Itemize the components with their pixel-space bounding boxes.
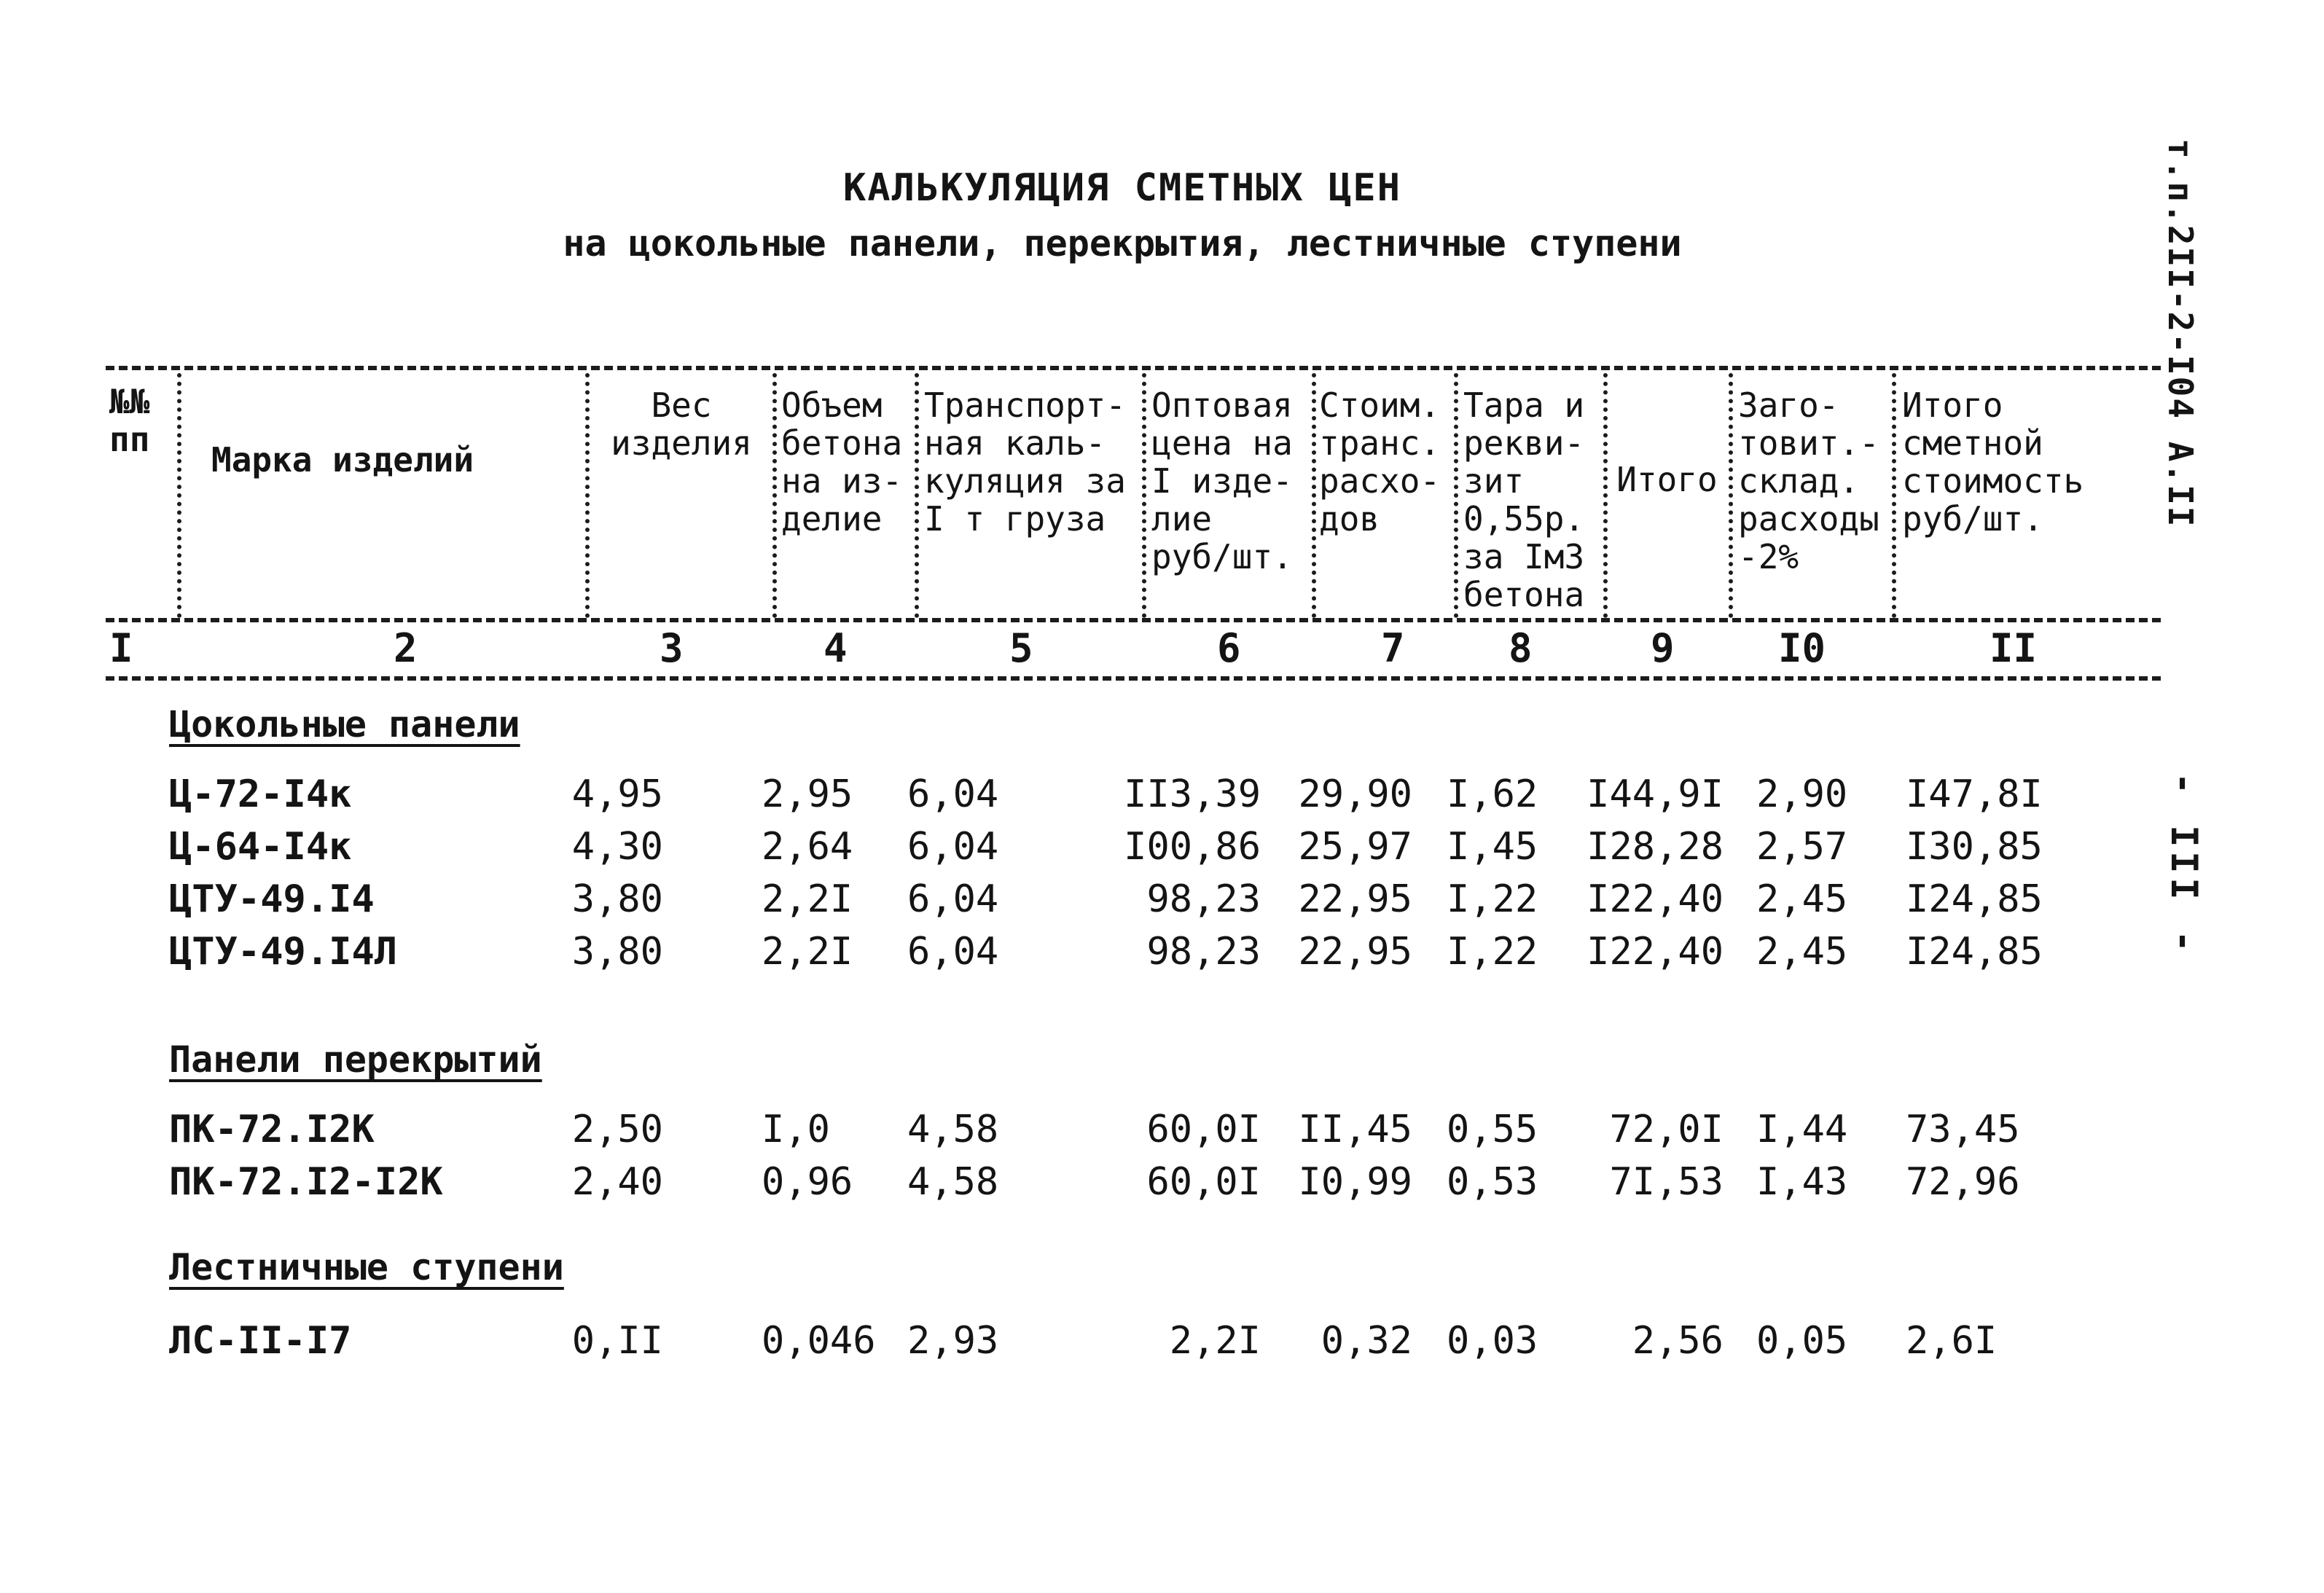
cell-total: I28,28: [1586, 825, 1724, 869]
cell-estimated-cost: I30,85: [1906, 825, 2043, 869]
cell-estimated-cost: I24,85: [1906, 877, 2043, 921]
cell-concrete-volume: 2,2I: [762, 930, 853, 974]
table-row: [0, 1319, 2324, 1370]
column-number: 8: [1509, 625, 1533, 671]
cell-transport-calculation: 6,04: [907, 930, 999, 974]
cell-total: I22,40: [1586, 930, 1724, 974]
cell-storage-costs: 0,05: [1756, 1319, 1848, 1363]
column-number-rule: [106, 676, 2161, 681]
table-row: [0, 1160, 2324, 1211]
cell-wholesale-price: I00,86: [1124, 825, 1261, 869]
cell-storage-costs: I,43: [1756, 1160, 1848, 1204]
column-number: I0: [1778, 625, 1826, 671]
section-title: Панели перекрытий: [169, 1038, 542, 1081]
cell-concrete-volume: 2,2I: [762, 877, 853, 921]
cell-concrete-volume: 0,046: [762, 1319, 876, 1363]
cell-wholesale-price: 98,23: [1146, 877, 1261, 921]
cell-transport-cost: 0,32: [1321, 1319, 1412, 1363]
cell-transport-cost: 25,97: [1298, 825, 1412, 869]
table-top-rule: [106, 366, 2161, 370]
cell-weight: 2,50: [571, 1108, 663, 1151]
cell-transport-cost: 22,95: [1298, 877, 1412, 921]
header-transport-calculation: Транспорт- ная каль- куляция за I т груза: [924, 385, 1126, 539]
header-weight: Вес изделия: [611, 385, 752, 463]
cell-concrete-volume: I,0: [762, 1108, 830, 1151]
document-subtitle: на цокольные панели, перекрытия, лестничные ступени: [563, 222, 1682, 265]
cell-estimated-cost: I24,85: [1906, 930, 2043, 974]
cell-wholesale-price: 98,23: [1146, 930, 1261, 974]
cell-wholesale-price: II3,39: [1124, 772, 1261, 816]
table-row: [0, 930, 2324, 981]
table-row: [0, 772, 2324, 823]
header-bottom-rule: [106, 618, 2161, 622]
document-code: т.п.2II-2-I04 А.II: [2161, 138, 2200, 528]
header-mark: Марка изделий: [211, 440, 474, 480]
cell-total: 2,56: [1632, 1319, 1724, 1363]
header-divider: [177, 373, 181, 618]
header-divider: [1312, 373, 1316, 618]
column-number: 9: [1651, 625, 1675, 671]
cell-packaging: I,45: [1447, 825, 1538, 869]
cell-estimated-cost: 2,6I: [1906, 1319, 1998, 1363]
document-title: КАЛЬКУЛЯЦИЯ СМЕТНЫХ ЦЕН: [842, 166, 1402, 210]
column-number: 6: [1217, 625, 1241, 671]
cell-mark: Ц-64-I4к: [169, 825, 352, 869]
table-row: [0, 1108, 2324, 1159]
table-row: [0, 825, 2324, 876]
cell-estimated-cost: 72,96: [1906, 1160, 2020, 1204]
column-number: 5: [1009, 625, 1033, 671]
header-storage-costs: Заго- товит.- склад. расходы -2%: [1738, 385, 1879, 576]
cell-transport-calculation: 2,93: [907, 1319, 999, 1363]
cell-weight: 4,30: [571, 825, 663, 869]
cell-mark: Ц-72-I4к: [169, 772, 352, 816]
cell-total: I44,9I: [1586, 772, 1724, 816]
header-divider: [1729, 373, 1733, 618]
cell-transport-calculation: 6,04: [907, 877, 999, 921]
page-number: - III -: [2163, 772, 2205, 957]
cell-wholesale-price: 60,0I: [1146, 1108, 1261, 1151]
cell-wholesale-price: 2,2I: [1169, 1319, 1261, 1363]
cell-transport-calculation: 6,04: [907, 772, 999, 816]
column-number: 3: [660, 625, 684, 671]
header-divider: [1892, 373, 1896, 618]
column-number: 7: [1381, 625, 1405, 671]
cell-storage-costs: I,44: [1756, 1108, 1848, 1151]
column-number: I: [109, 625, 133, 671]
header-concrete-volume: Объем бетона на из- делие: [781, 385, 903, 539]
cell-mark: ЦТУ-49.I4: [169, 877, 375, 921]
cell-total: I22,40: [1586, 877, 1724, 921]
cell-wholesale-price: 60,0I: [1146, 1160, 1261, 1204]
cell-weight: 0,II: [571, 1319, 663, 1363]
cell-concrete-volume: 2,95: [762, 772, 853, 816]
cell-transport-cost: II,45: [1298, 1108, 1412, 1151]
column-number: 2: [394, 625, 418, 671]
header-total: Итого: [1616, 460, 1718, 499]
cell-storage-costs: 2,45: [1756, 877, 1848, 921]
cell-packaging: 0,03: [1447, 1319, 1538, 1363]
cell-packaging: I,22: [1447, 930, 1538, 974]
cell-estimated-cost: I47,8I: [1906, 772, 2043, 816]
table-row: [0, 877, 2324, 928]
cell-storage-costs: 2,90: [1756, 772, 1848, 816]
header-wholesale-price: Оптовая цена на I изде- лие руб/шт.: [1151, 385, 1293, 576]
header-divider: [585, 373, 590, 618]
cell-transport-calculation: 4,58: [907, 1160, 999, 1204]
cell-transport-cost: 22,95: [1298, 930, 1412, 974]
header-transport-cost: Стоим. транс. расхо- дов: [1319, 385, 1441, 539]
cell-transport-cost: 29,90: [1298, 772, 1412, 816]
cell-packaging: 0,55: [1447, 1108, 1538, 1151]
cell-weight: 3,80: [571, 877, 663, 921]
cell-total: 72,0I: [1609, 1108, 1724, 1151]
cell-storage-costs: 2,45: [1756, 930, 1848, 974]
cell-weight: 3,80: [571, 930, 663, 974]
cell-concrete-volume: 0,96: [762, 1160, 853, 1204]
header-divider: [1454, 373, 1458, 618]
cell-concrete-volume: 2,64: [762, 825, 853, 869]
header-number: №№ пп: [109, 382, 150, 459]
cell-packaging: I,62: [1447, 772, 1538, 816]
cell-mark: ЦТУ-49.I4Л: [169, 930, 398, 974]
cell-mark: ПК-72.I2К: [169, 1108, 375, 1151]
header-divider: [915, 373, 919, 618]
cell-mark: ПК-72.I2-I2К: [169, 1160, 443, 1204]
cell-weight: 2,40: [571, 1160, 663, 1204]
header-divider: [772, 373, 777, 618]
section-title: Лестничные ступени: [169, 1246, 564, 1288]
cell-total: 7I,53: [1609, 1160, 1724, 1204]
cell-estimated-cost: 73,45: [1906, 1108, 2020, 1151]
cell-packaging: I,22: [1447, 877, 1538, 921]
header-estimated-cost: Итого сметной стоимость руб/шт.: [1902, 385, 2084, 539]
cell-mark: ЛС-II-I7: [169, 1319, 352, 1363]
cell-transport-cost: I0,99: [1298, 1160, 1412, 1204]
cell-weight: 4,95: [571, 772, 663, 816]
cell-transport-calculation: 4,58: [907, 1108, 999, 1151]
cell-storage-costs: 2,57: [1756, 825, 1848, 869]
column-number: 4: [823, 625, 848, 671]
column-number: II: [1990, 625, 2038, 671]
cell-packaging: 0,53: [1447, 1160, 1538, 1204]
section-title: Цокольные панели: [169, 703, 520, 745]
cell-transport-calculation: 6,04: [907, 825, 999, 869]
header-packaging: Тара и рекви- зит 0,55р. за Iм3 бетона: [1463, 385, 1585, 614]
